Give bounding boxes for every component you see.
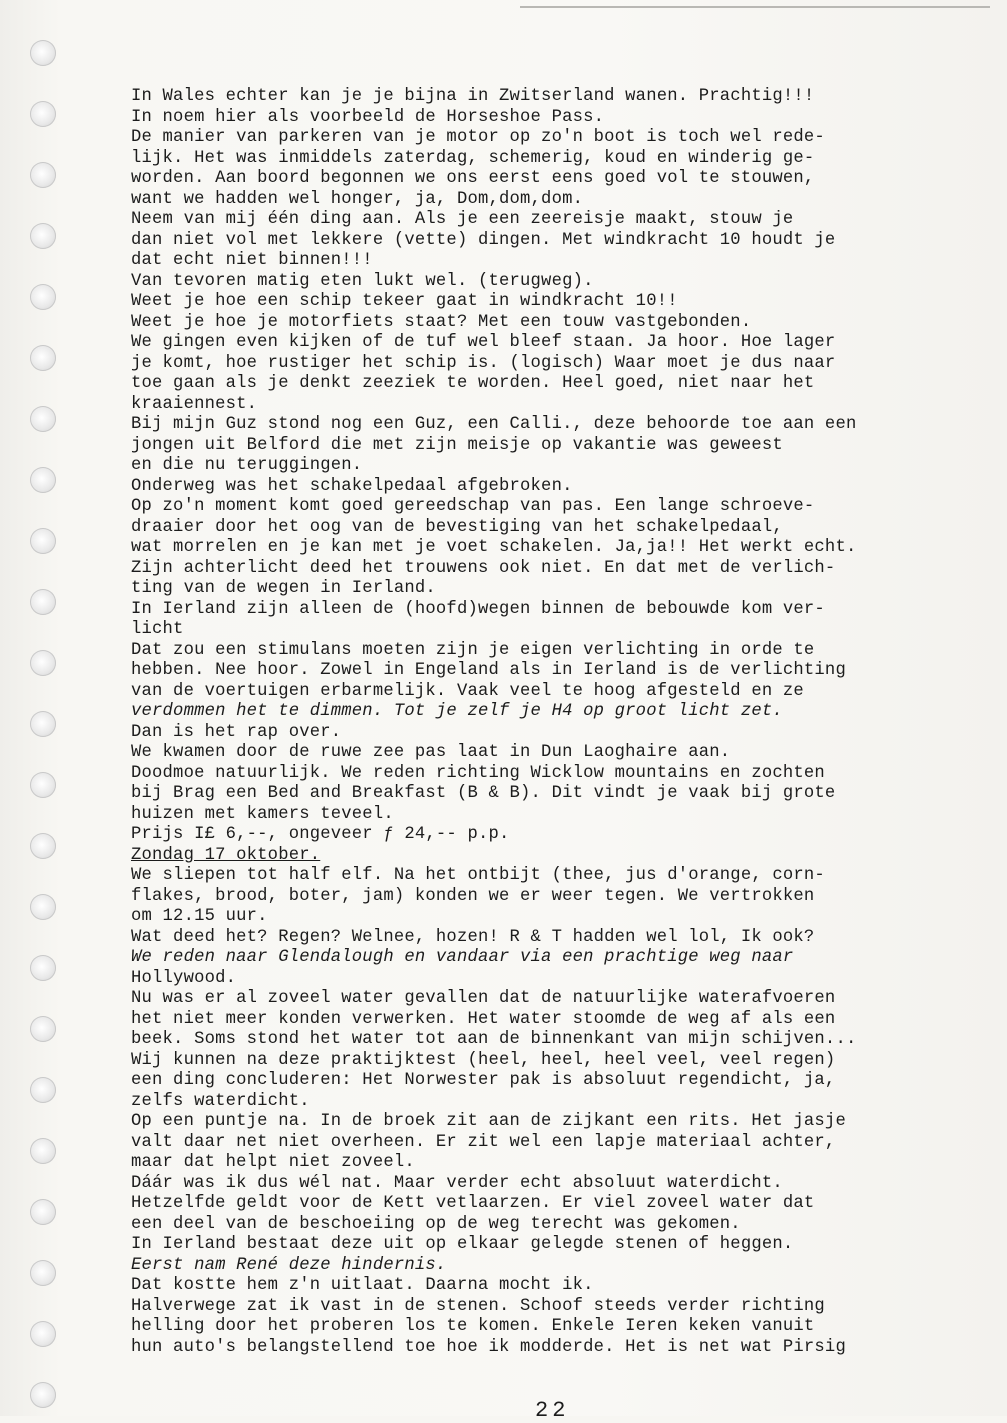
binder-hole	[30, 162, 56, 188]
text-line: Prijs I£ 6,--, ongeveer ƒ 24,-- p.p.	[131, 825, 510, 844]
text-line: wat morrelen en je kan met je voet schakelen. Ja,ja!! Het werkt echt.	[131, 538, 857, 557]
text-line: het niet meer konden verwerken. Het water stoomde de weg af als een	[131, 1009, 836, 1029]
text-line: Dat zou een stimulans moeten zijn je eigen verlichting in orde te	[131, 640, 815, 660]
text-line: Halverwege zat ik vast in de stenen. Schoof steeds verder richting	[131, 1296, 825, 1316]
text-line: Hollywood.	[131, 968, 237, 988]
binder-hole	[30, 894, 56, 920]
text-line: zelfs waterdicht.	[131, 1091, 310, 1111]
text-line: Dan is het rap over.	[131, 722, 342, 742]
text-line: je komt, hoe rustiger het schip is. (logisch) Waar moet je dus naar	[131, 353, 836, 373]
binder-hole	[30, 101, 56, 127]
binder-hole	[30, 1077, 56, 1103]
text-line: Nu was er al zoveel water gevallen dat de natuurlijke waterafvoeren	[131, 989, 836, 1008]
body-text	[131, 87, 991, 1358]
text-line: Weet je hoe een schip tekeer gaat in windkracht 10!!	[131, 292, 678, 311]
binder-hole	[30, 1138, 56, 1164]
binder-hole	[30, 1016, 56, 1042]
binder-hole	[30, 1321, 56, 1347]
text-line: valt daar net niet overheen. Er zit wel een lapje materiaal achter,	[131, 1132, 836, 1152]
text-line: ting van de wegen in Ierland.	[131, 579, 436, 598]
text-line: van de voertuigen erbarmelijk. Vaak veel te hoog afgesteld en ze	[131, 681, 804, 701]
text-line: Onderweg was het schakelpedaal afgebroken.	[131, 476, 573, 496]
binder-hole	[30, 1199, 56, 1225]
binder-hole	[30, 284, 56, 310]
text-line: want we hadden wel honger, ja, Dom,dom,dom.	[131, 189, 584, 209]
page-number: 22	[535, 1398, 570, 1423]
binder-hole	[30, 711, 56, 737]
text-line: kraaiennest.	[131, 394, 258, 414]
text-line: hebben. Nee hoor. Zowel in Engeland als in Ierland is de verlichting	[131, 661, 846, 680]
text-line: In Ierland zijn alleen de (hoofd)wegen binnen de bebouwde kom ver-	[131, 599, 825, 619]
binder-hole	[30, 1260, 56, 1286]
binder-holes	[30, 40, 60, 1416]
text-line: Dat kostte hem z'n uitlaat. Daarna mocht ik.	[131, 1276, 594, 1295]
binder-hole	[30, 955, 56, 981]
text-line: licht	[131, 620, 184, 639]
text-line: De manier van parkeren van je motor op zo'n boot is toch wel rede-	[131, 128, 825, 147]
text-line: We reden naar Glendalough en vandaar via een prachtige weg naar	[131, 948, 794, 967]
text-line: beek. Soms stond het water tot aan de binnenkant van mijn schijven...	[131, 1030, 857, 1049]
text-line: Op zo'n moment komt goed gereedschap van pas. Een lange schroeve-	[131, 497, 815, 516]
text-line: We sliepen tot half elf. Na het ontbijt (thee, jus d'orange, corn-	[131, 866, 825, 885]
binder-hole	[30, 40, 56, 66]
text-line: Neem van mij één ding aan. Als je een zeereisje maakt, stouw je	[131, 210, 794, 229]
top-rule	[520, 6, 990, 8]
binder-hole	[30, 223, 56, 249]
binder-hole	[30, 589, 56, 615]
text-line: In noem hier als voorbeeld de Horseshoe Pass.	[131, 107, 605, 127]
text-line: dan niet vol met lekkere (vette) dingen. Met windkracht 10 houdt je	[131, 230, 836, 250]
text-line: Zijn achterlicht deed het trouwens ook niet. En dat met de verlich-	[131, 558, 836, 578]
text-line: verdommen het te dimmen. Tot je zelf je H4 op groot licht zet.	[131, 702, 783, 721]
text-line: In Ierland bestaat deze uit op elkaar gelegde stenen of heggen.	[131, 1235, 794, 1254]
text-line: In Wales echter kan je je bijna in Zwitserland wanen. Prachtig!!!	[131, 87, 815, 106]
text-line: Bij mijn Guz stond nog een Guz, een Calli., deze behoorde toe aan een	[131, 415, 857, 434]
text-line: huizen met kamers teveel.	[131, 804, 394, 824]
binder-hole	[30, 772, 56, 798]
text-line: Dáár was ik dus wél nat. Maar verder echt absoluut waterdicht.	[131, 1173, 783, 1193]
text-line: Doodmoe natuurlijk. We reden richting Wicklow mountains en zochten	[131, 763, 825, 783]
text-line: Hetzelfde geldt voor de Kett vetlaarzen. Er viel zoveel water dat	[131, 1194, 815, 1213]
binder-hole	[30, 345, 56, 371]
text-line: worden. Aan boord begonnen we ons eerst eens goed vol te stouwen,	[131, 169, 815, 188]
binder-hole	[30, 1382, 56, 1408]
text-line: draaier door het oog van de bevestiging van het schakelpedaal,	[131, 517, 783, 537]
text-line: toe gaan als je denkt zeeziek te worden. Heel goed, niet naar het	[131, 374, 815, 393]
text-line: en die nu teruggingen.	[131, 456, 363, 475]
text-line: Van tevoren matig eten lukt wel. (terugweg).	[131, 271, 594, 291]
binder-hole	[30, 528, 56, 554]
text-line: dat echt niet binnen!!!	[131, 251, 373, 270]
binder-hole	[30, 650, 56, 676]
binder-hole	[30, 406, 56, 432]
text-line: Wij kunnen na deze praktijktest (heel, heel, heel veel, veel regen)	[131, 1050, 836, 1070]
text-line: flakes, brood, boter, jam) konden we er weer tegen. We vertrokken	[131, 886, 815, 906]
text-line: Zondag 17 oktober.	[131, 845, 321, 865]
binder-hole	[30, 833, 56, 859]
text-line: Wat deed het? Regen? Welnee, hozen! R & T hadden wel lol, Ik ook?	[131, 927, 815, 947]
text-line: maar dat helpt niet zoveel.	[131, 1153, 415, 1172]
text-line: jongen uit Belford die met zijn meisje op vakantie was geweest	[131, 435, 783, 455]
text-line: lijk. Het was inmiddels zaterdag, schemerig, koud en winderig ge-	[131, 148, 815, 168]
text-line: om 12.15 uur.	[131, 907, 268, 926]
text-line: bij Brag een Bed and Breakfast (B & B). Dit vindt je vaak bij grote	[131, 784, 836, 803]
text-line: Eerst nam René deze hindernis.	[131, 1255, 447, 1275]
text-line: helling door het proberen los te komen. Enkele Ieren keken vanuit	[131, 1317, 815, 1336]
text-line: Op een puntje na. In de broek zit aan de zijkant een rits. Het jasje	[131, 1112, 846, 1131]
text-line: Weet je hoe je motorfiets staat? Met een touw vastgebonden.	[131, 312, 752, 332]
text-line: We gingen even kijken of de tuf wel bleef staan. Ja hoor. Hoe lager	[131, 333, 836, 352]
text-line: We kwamen door de ruwe zee pas laat in Dun Laoghaire aan.	[131, 743, 731, 762]
binder-hole	[30, 467, 56, 493]
text-line: een ding concluderen: Het Norwester pak is absoluut regendicht, ja,	[131, 1071, 836, 1090]
text-line: een deel van de beschoeiing op de weg terecht was gekomen.	[131, 1214, 741, 1234]
text-line: hun auto's belangstellend toe hoe ik modderde. Het is net wat Pirsig	[131, 1337, 846, 1357]
